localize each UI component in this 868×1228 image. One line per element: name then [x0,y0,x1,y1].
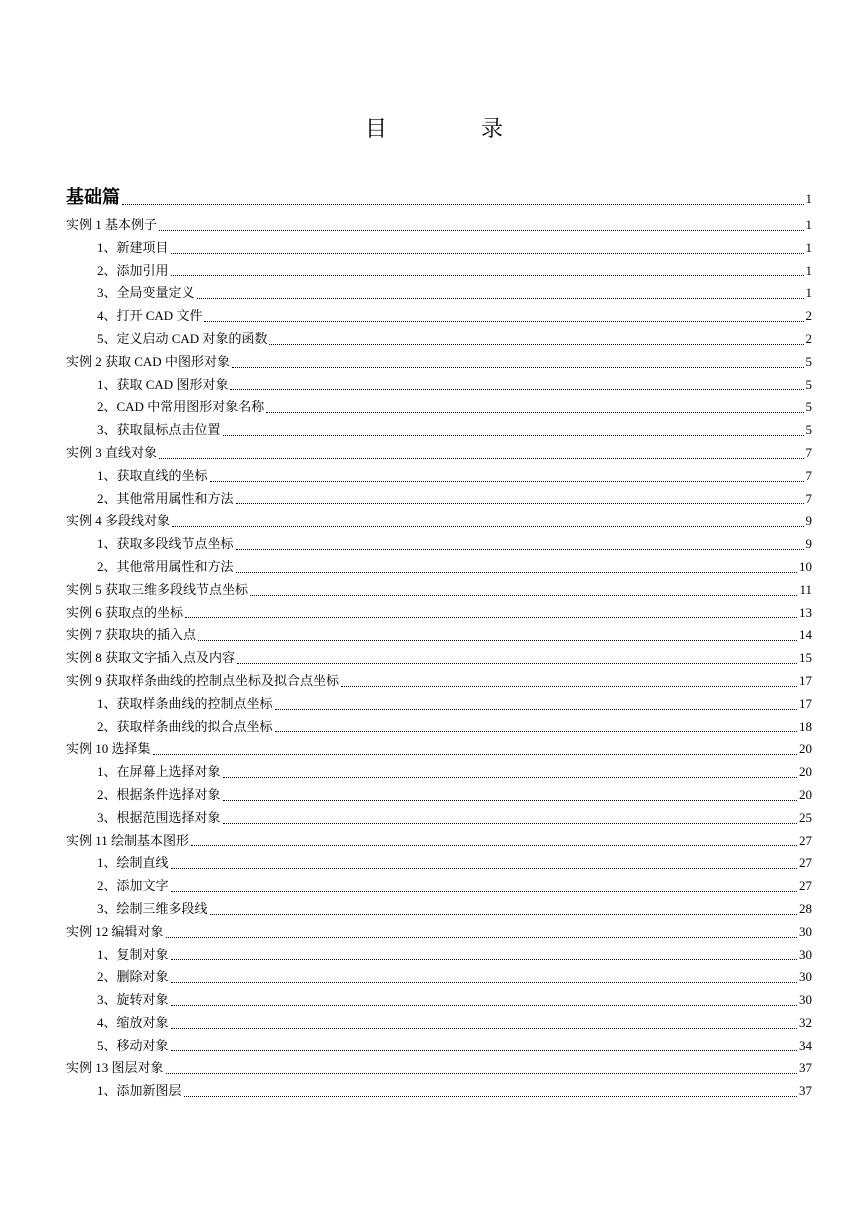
toc-entry-label: 3、根据范围选择对象 [97,809,221,825]
toc-section-entry[interactable] [66,716,812,739]
toc-dot-leader [171,890,797,892]
toc-chapter-entry[interactable] [66,442,812,465]
toc-entry-label: 1、绘制直线 [97,855,169,871]
toc-dot-leader [236,502,804,504]
toc-chapter-entry[interactable] [66,830,812,853]
toc-entry-label: 2、添加文字 [97,878,169,894]
toc-dot-leader [171,1027,797,1029]
toc-dot-leader [159,229,803,231]
toc-dot-leader [223,822,797,824]
toc-section-entry[interactable] [66,237,812,260]
toc-section-entry[interactable] [66,396,812,419]
toc-dot-leader [236,548,804,550]
toc-page-number: 11 [799,581,812,597]
toc-page-number: 37 [799,1060,812,1076]
toc-page-number: 14 [799,627,812,643]
toc-dot-leader [171,958,797,960]
toc-page-number: 2 [805,308,812,324]
toc-page-number: 1 [805,239,812,255]
toc-page-number: 18 [799,718,812,734]
toc-page-number: 10 [799,558,812,574]
toc-entry-label: 实例 5 获取三维多段线节点坐标 [66,581,249,597]
toc-dot-leader [166,1072,797,1074]
toc-chapter-entry[interactable] [66,670,812,693]
toc-entry-label: 实例 8 获取文字插入点及内容 [66,650,236,666]
toc-chapter-entry[interactable] [66,738,812,761]
toc-section-entry[interactable] [66,260,812,283]
toc-page-number: 1 [805,285,812,301]
toc-section-entry[interactable] [66,966,812,989]
toc-section-entry[interactable] [66,488,812,511]
toc-page-number: 30 [799,992,812,1008]
toc-entry-label: 4、缩放对象 [97,1014,169,1030]
toc-section-entry[interactable] [66,944,812,967]
toc-page-number: 7 [805,467,812,483]
toc-entry-label: 实例 13 图层对象 [66,1060,164,1076]
toc-section-entry[interactable] [66,989,812,1012]
toc-entry-label: 2、根据条件选择对象 [97,786,221,802]
toc-entry-label: 5、移动对象 [97,1037,169,1053]
toc-dot-leader [198,639,797,641]
toc-entry-label: 实例 2 获取 CAD 中图形对象 [66,353,230,369]
toc-page-number: 5 [805,353,812,369]
toc-page-number: 20 [799,741,812,757]
toc-section-entry[interactable] [66,807,812,830]
toc-entry-label: 3、绘制三维多段线 [97,900,208,916]
toc-entry-label: 实例 12 编辑对象 [66,923,164,939]
toc-section-entry[interactable] [66,875,812,898]
toc-entry-label: 实例 11 绘制基本图形 [66,832,190,848]
toc-dot-leader [171,981,797,983]
toc-dot-leader [172,525,803,527]
toc-section-entry[interactable] [66,784,812,807]
toc-section-entry[interactable] [66,282,812,305]
toc-page-number: 5 [805,422,812,438]
toc-entry-label: 2、获取样条曲线的拟合点坐标 [97,718,273,734]
toc-section-entry[interactable] [66,1035,812,1058]
toc-entry-label: 2、添加引用 [97,262,169,278]
toc-entry-label: 1、在屏幕上选择对象 [97,764,221,780]
toc-page-number: 17 [799,695,812,711]
toc-dot-leader [191,844,797,846]
toc-section-entry[interactable] [66,374,812,397]
toc-page-number: 13 [799,604,812,620]
toc-entry-label: 实例 3 直线对象 [66,444,158,460]
toc-page-number: 1 [805,217,812,232]
toc-entry-label: 1、添加新图层 [97,1083,182,1099]
toc-entry-label: 实例 4 多段线对象 [66,513,171,529]
toc-section-entry[interactable] [66,533,812,556]
toc-entry-label: 3、旋转对象 [97,992,169,1008]
toc-entry-label: 2、CAD 中常用图形对象名称 [97,399,265,415]
toc-dot-leader [171,1049,797,1051]
toc-dot-leader [171,1004,797,1006]
toc-entry-label: 1、获取样条曲线的控制点坐标 [97,695,273,711]
toc-page-number: 30 [799,969,812,985]
toc-dot-leader [266,411,803,413]
toc-page-number: 27 [799,832,812,848]
toc-page-number: 7 [805,490,812,506]
toc-dot-leader [159,457,803,459]
toc-section-entry[interactable] [66,693,812,716]
toc-page-number: 1 [805,262,812,278]
toc-section-entry[interactable] [66,1012,812,1035]
toc-section-entry[interactable] [66,898,812,921]
toc-entry-label: 实例 10 选择集 [66,741,151,757]
toc-page-number: 30 [799,946,812,962]
toc-entry-label: 4、打开 CAD 文件 [97,308,203,324]
toc-entry-label: 实例 9 获取样条曲线的控制点坐标及拟合点坐标 [66,672,340,688]
toc-page-number: 9 [805,513,812,529]
toc-dot-leader [275,730,797,732]
toc-section-entry[interactable] [66,1080,812,1103]
toc-dot-leader [171,252,804,254]
toc-entry-label: 2、其他常用属性和方法 [97,558,234,574]
toc-entry-label: 实例 1 基本例子 [66,217,158,232]
toc-dot-leader [230,388,803,390]
toc-section-entry[interactable] [66,465,812,488]
toc-page-number: 1 [805,191,812,206]
toc-section-entry[interactable] [66,556,812,579]
toc-page-number: 27 [799,878,812,894]
toc-page-number: 17 [799,672,812,688]
toc-chapter-entry[interactable] [66,602,812,625]
toc-section-entry[interactable] [66,305,812,328]
toc-entry-label: 1、获取直线的坐标 [97,467,208,483]
toc-page-number: 9 [805,536,812,552]
toc-dot-leader [204,320,803,322]
toc-dot-leader [232,366,804,368]
toc-dot-leader [250,594,797,596]
toc-dot-leader [166,936,797,938]
toc-dot-leader [236,571,797,573]
toc-chapter-entry[interactable] [66,351,812,374]
toc-page-number: 5 [805,399,812,415]
toc-dot-leader [237,662,797,664]
toc-chapter-entry[interactable] [66,1057,812,1080]
toc-dot-leader [223,434,804,436]
toc-entry-label: 3、全局变量定义 [97,285,195,301]
toc-page-number: 37 [799,1083,812,1099]
toc-page-number: 20 [799,786,812,802]
toc-section-entry[interactable] [66,328,812,351]
toc-dot-leader [269,343,803,345]
toc-chapter-entry[interactable] [66,921,812,944]
toc-entry-label: 实例 6 获取点的坐标 [66,604,184,620]
toc-dot-leader [171,867,797,869]
toc-section-entry[interactable] [66,852,812,875]
toc-page-number: 15 [799,650,812,666]
toc-dot-leader [210,480,804,482]
toc-title: 目 录 [364,116,539,141]
toc-entry-label: 基础篇 [66,187,120,207]
toc-dot-leader [197,297,804,299]
toc-entry-label: 1、新建项目 [97,239,169,255]
toc-dot-leader [341,685,797,687]
toc-dot-leader [210,913,797,915]
toc-page-number: 34 [799,1037,812,1053]
toc-page-number: 5 [805,376,812,392]
toc-dot-leader [185,616,797,618]
toc-dot-leader [171,274,804,276]
toc-entry-label: 5、定义启动 CAD 对象的函数 [97,330,268,346]
toc-dot-leader [223,799,797,801]
toc-page-number: 7 [805,444,812,460]
toc-dot-leader [122,203,804,205]
toc-list [66,180,812,1103]
toc-page-number: 27 [799,855,812,871]
toc-page-number: 32 [799,1014,812,1030]
toc-dot-leader [275,708,797,710]
toc-section-entry[interactable] [66,419,812,442]
toc-entry-label: 1、获取多段线节点坐标 [97,536,234,552]
toc-entry-label: 1、复制对象 [97,946,169,962]
toc-page-number: 25 [799,809,812,825]
toc-dot-leader [153,753,797,755]
toc-chapter-entry[interactable] [66,510,812,533]
toc-page-number: 28 [799,900,812,916]
toc-entry-label: 1、获取 CAD 图形对象 [97,376,229,392]
toc-section-entry[interactable] [66,761,812,784]
toc-page-number: 20 [799,764,812,780]
toc-entry-label: 实例 7 获取块的插入点 [66,627,197,643]
toc-part-entry[interactable] [66,180,812,214]
toc-chapter-entry[interactable] [66,214,812,237]
toc-entry-label: 3、获取鼠标点击位置 [97,422,221,438]
toc-dot-leader [223,776,797,778]
toc-page-number: 2 [805,330,812,346]
toc-chapter-entry[interactable] [66,624,812,647]
toc-entry-label: 2、其他常用属性和方法 [97,490,234,506]
toc-entry-label: 2、删除对象 [97,969,169,985]
toc-dot-leader [184,1095,797,1097]
toc-chapter-entry[interactable] [66,579,812,602]
toc-page-number: 30 [799,923,812,939]
toc-chapter-entry[interactable] [66,647,812,670]
